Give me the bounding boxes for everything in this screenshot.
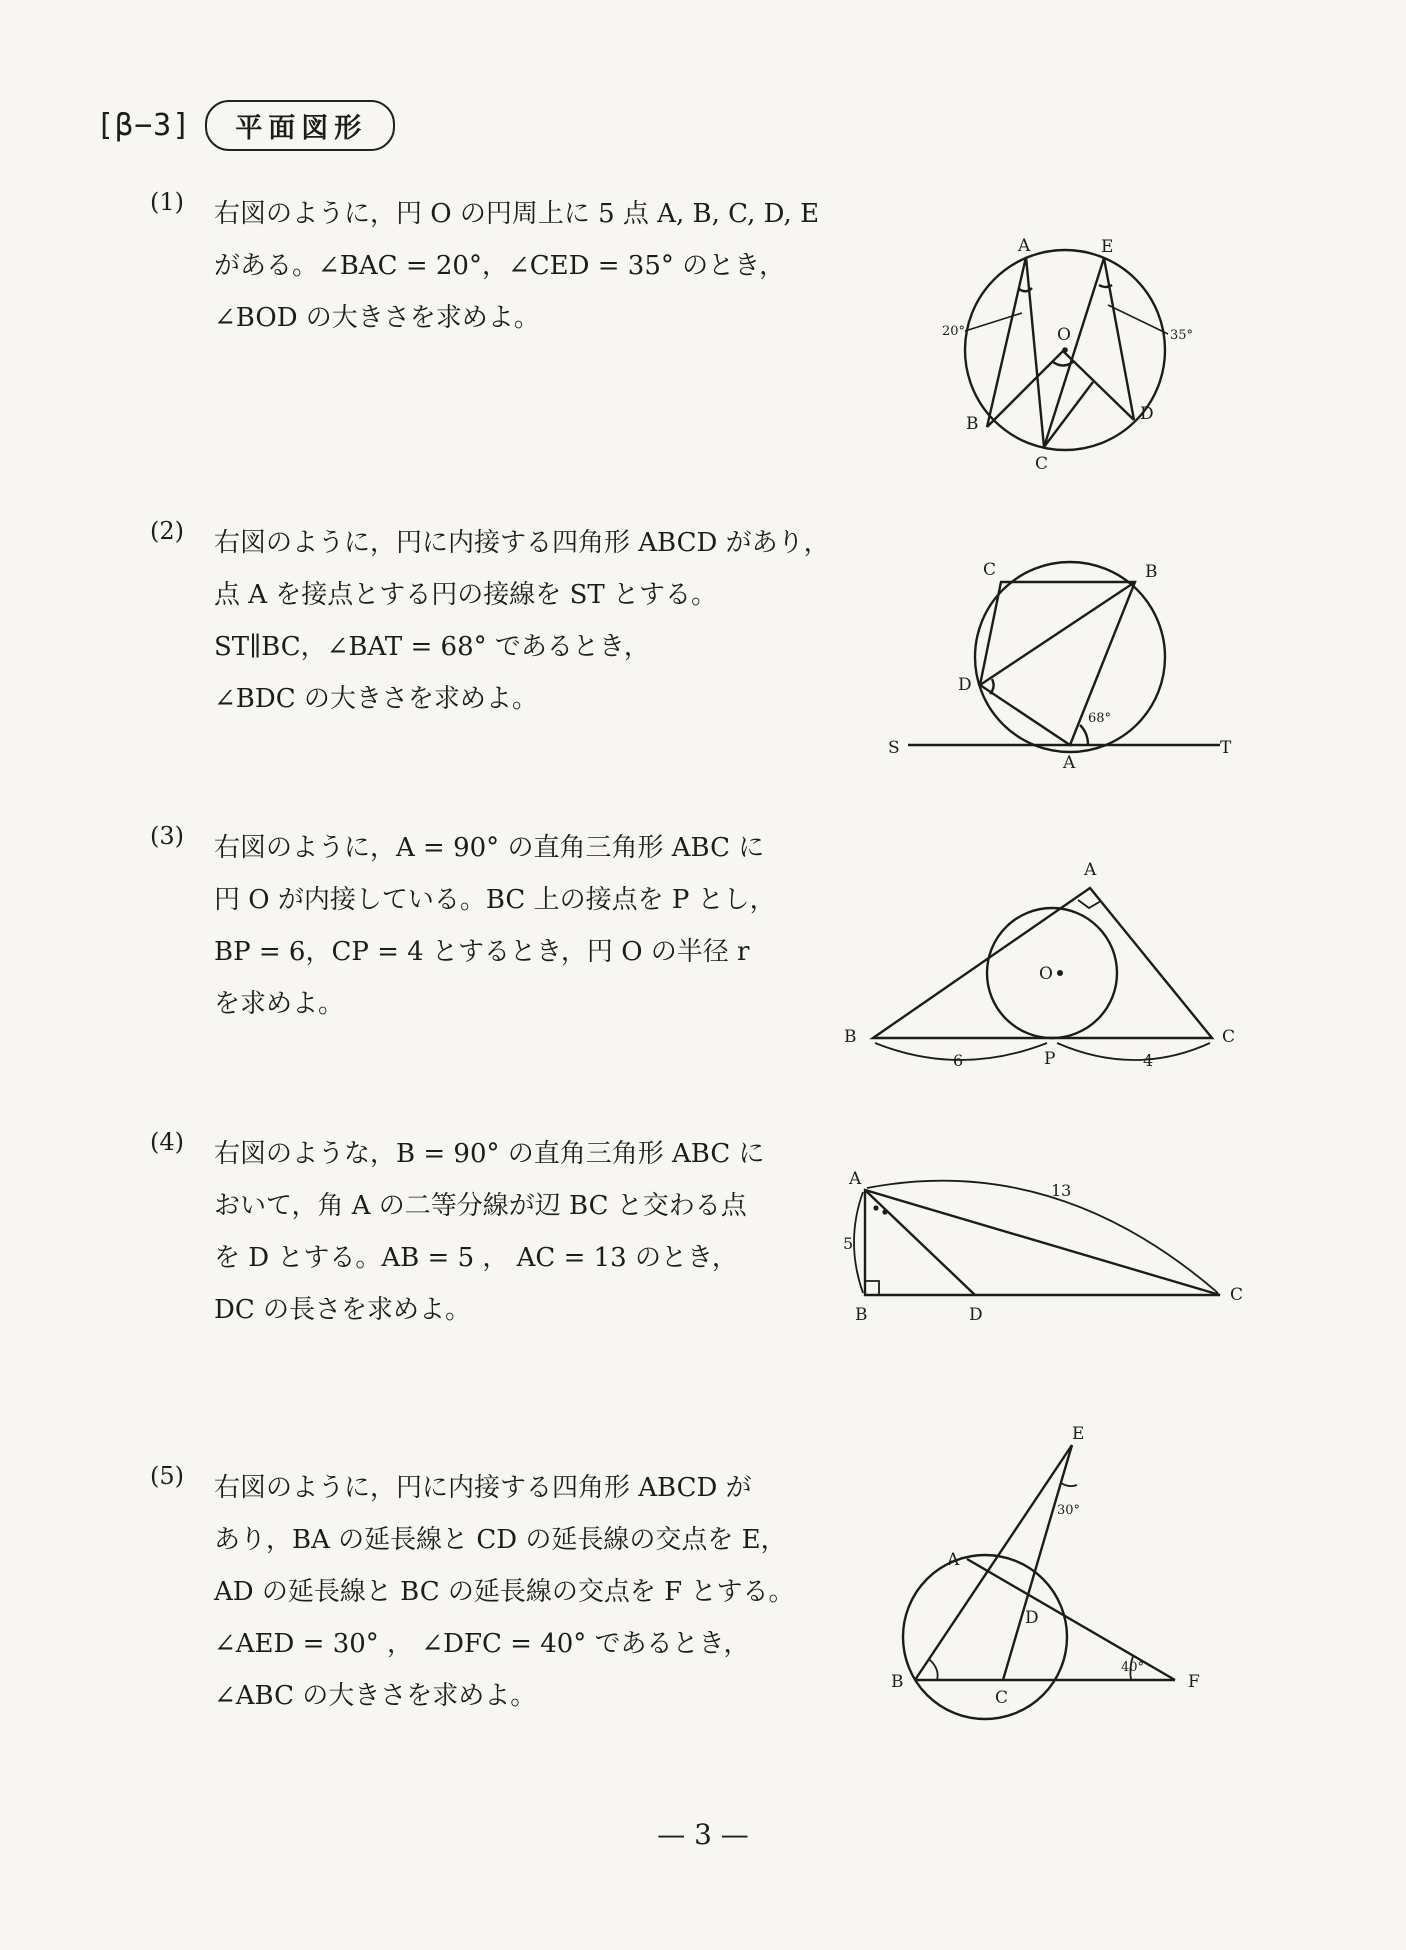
section-code: [β−3] [96,108,192,143]
problem-line: を求めよ。 [214,989,345,1019]
length-arc-ac [867,1181,1218,1293]
angle-label: 68° [1088,711,1112,726]
angle-arc-b [929,1659,938,1680]
angle-arc-e [1061,1483,1077,1486]
angle-arc-a [1019,288,1032,291]
problem-number: (3) [150,822,184,850]
line-be [915,1445,1072,1680]
point-label: A [1063,753,1076,773]
problem-line: DC の長さを求めよ。 [214,1295,472,1325]
length-label: 4 [1143,1051,1154,1070]
point-label: D [1140,404,1154,424]
point-label: F [1188,1672,1200,1692]
figure-2-cyclic-quadrilateral [880,555,1240,775]
problem-line: AD の延長線と BC の延長線の交点を F とする。 [214,1577,795,1607]
problem-line: ∠BOD の大きさを求めよ。 [214,303,540,333]
problem-text [214,188,894,344]
figure-5-extended-quadrilateral [885,1425,1225,1730]
point-label: C [1230,1285,1244,1305]
right-triangle-abc [865,1190,1220,1295]
angle-dot [873,1205,878,1210]
problem-text [214,1462,894,1722]
tangent-label: S [888,738,900,758]
problem-number: (1) [150,188,184,216]
problem-line: ∠AED = 30° ， ∠DFC = 40° であるとき， [214,1629,750,1659]
problem-line: ∠ABC の大きさを求めよ。 [214,1681,537,1711]
leader-line [965,313,1022,331]
right-triangle-abc [873,888,1212,1038]
diagonal-db [980,582,1135,685]
problem-line: BP = 6，CP = 4 とするとき，円 O の半径 r [214,937,750,967]
problem-line: ST∥BC，∠BAT = 68° であるとき， [214,632,650,662]
line-ec [1003,1445,1072,1680]
problem-line: を D とする。AB = 5 ， AC = 13 のとき， [214,1243,738,1273]
point-label: B [855,1305,868,1325]
problem-line: 右図のように，円 O の円周上に 5 点 A, B, C, D, E [214,199,820,229]
point-label: C [1035,454,1049,474]
problem-line: 円 O が内接している。BC 上の接点を P とし， [214,885,776,915]
point-label: D [969,1305,983,1325]
point-label: A [1084,860,1097,880]
problem-text [214,517,894,725]
problem-text [214,1128,894,1336]
length-arc-ab [854,1192,863,1293]
problem-text [214,822,894,1030]
problem-number: (2) [150,517,184,545]
point-label: E [1101,237,1114,257]
section-header [96,100,395,151]
section-title-badge: 平面図形 [205,100,395,151]
right-angle-mark [865,1281,879,1295]
segment-oc [1044,382,1093,447]
figure-3-incircle-triangle [830,845,1250,1085]
point-label: A [1018,236,1031,256]
length-label: 13 [1051,1181,1072,1200]
problem-line: おいて，角 A の二等分線が辺 BC と交わる点 [214,1191,747,1221]
center-label: O [1057,325,1071,345]
problem-line: 右図のように，円に内接する四角形 ABCD が [214,1473,752,1503]
angle-arc-68 [1080,725,1088,745]
angle-label: 20° [942,324,966,339]
point-label: C [1222,1027,1236,1047]
point-label: B [891,1672,904,1692]
angle-arc-e [1099,285,1112,287]
figure-4-angle-bisector-triangle [835,1160,1255,1335]
right-angle-mark [1078,900,1101,908]
problem-line: 点 A を接点とする円の接線を ST とする。 [214,580,717,610]
point-label: C [983,560,997,580]
angle-arc-d [990,679,994,694]
angle-label: 30° [1057,1503,1081,1518]
figure-1-circle-diagram [930,225,1200,475]
length-label: 6 [953,1051,964,1070]
problem-number: (4) [150,1128,184,1156]
problem-line: 右図のように，A = 90° の直角三角形 ABC に [214,833,765,863]
problem-line: ∠BDC の大きさを求めよ。 [214,684,538,714]
problem-line: 右図のように，円に内接する四角形 ABCD があり， [214,528,830,558]
point-label: D [958,675,972,695]
angle-bod [987,351,1134,427]
problem-line: がある。∠BAC = 20°，∠CED = 35° のとき， [214,251,786,281]
circle [975,562,1165,752]
point-label: B [844,1027,857,1047]
problem-line: あり，BA の延長線と CD の延長線の交点を E， [214,1525,787,1555]
length-label: 5 [843,1234,854,1253]
angle-label: 35° [1170,328,1194,343]
chord-ce-ed [1044,258,1134,447]
point-label: B [966,414,979,434]
point-label: A [849,1169,862,1189]
point-label: P [1044,1049,1056,1069]
point-label: A [947,1550,960,1570]
point-label: E [1072,1425,1085,1444]
center-dot [1057,970,1063,976]
tangent-label: T [1220,738,1232,758]
problem-number: (5) [150,1462,184,1490]
center-label: O [1039,964,1053,984]
point-label: C [995,1688,1009,1708]
quadrilateral-abcd [980,582,1135,745]
page-number: — 3 — [657,1818,749,1851]
angle-dot [882,1209,887,1214]
center-dot [1062,347,1068,353]
circle [903,1555,1067,1719]
angle-arc-o [1053,362,1073,366]
problem-line: 右図のような，B = 90° の直角三角形 ABC に [214,1139,765,1169]
point-label: B [1145,562,1158,582]
angle-label: 40° [1121,1660,1145,1675]
length-arc-cp [1057,1043,1210,1060]
point-label: D [1025,1608,1039,1628]
